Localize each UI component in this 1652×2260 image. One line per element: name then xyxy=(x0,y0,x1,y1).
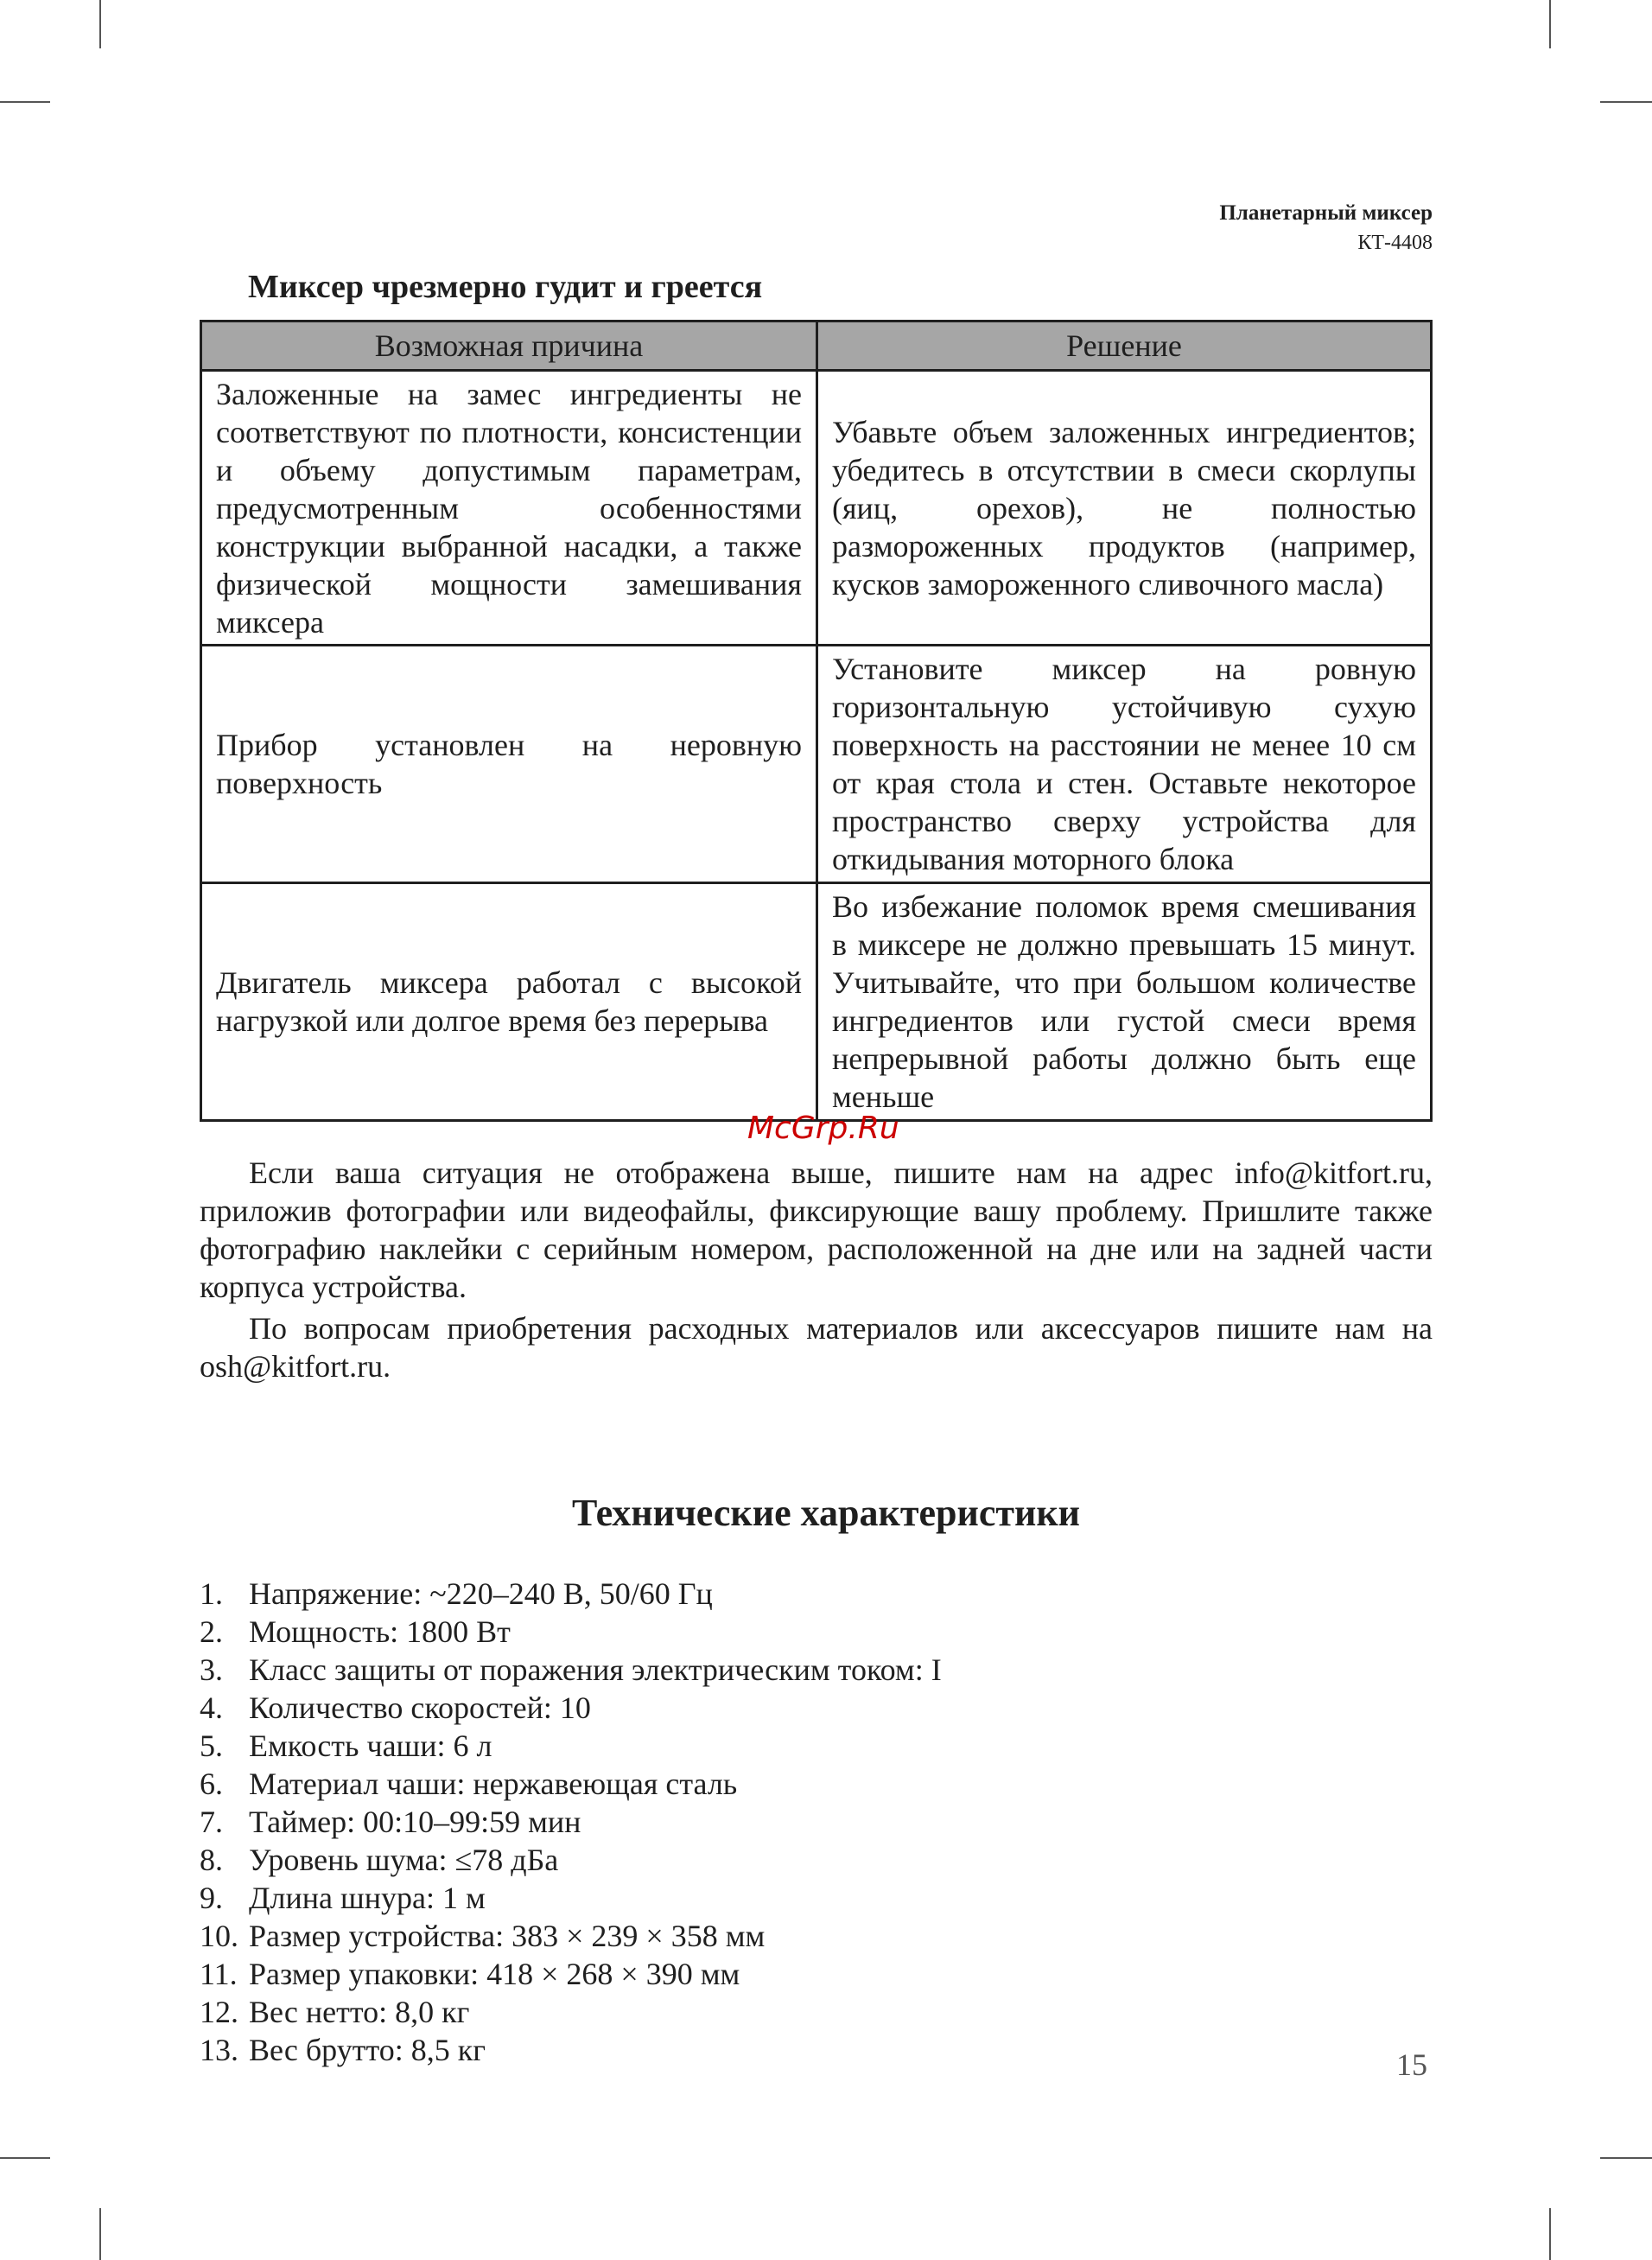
list-item: 1. Напряжение: ~220–240 В, 50/60 Гц xyxy=(200,1576,713,1611)
list-item: 4. Количество скоростей: 10 xyxy=(200,1690,591,1725)
table-row xyxy=(201,883,1432,1121)
cause-cell: Двигатель миксера работал с высокой нагрузкой или долгое время без перерыва xyxy=(201,883,817,1121)
watermark: McGrp.Ru xyxy=(747,1111,899,1146)
page-header xyxy=(1219,199,1433,258)
list-item: 11. Размер упаковки: 418 × 268 × 390 мм xyxy=(200,1957,740,1991)
cause-cell: Прибор установлен на неровную поверхность xyxy=(201,646,817,883)
column-header-cause: Возможная причина xyxy=(201,321,817,371)
table-row xyxy=(201,646,1432,883)
crop-mark xyxy=(0,101,50,103)
product-name: Планетарный миксер xyxy=(1219,201,1433,225)
crop-mark xyxy=(1600,2157,1652,2159)
crop-mark xyxy=(1549,2208,1551,2260)
accessories-paragraph: По вопросам приобретения расходных материалов или аксессуаров пишите нам на osh@kitfort.ru. xyxy=(200,1311,1433,1384)
table-row xyxy=(201,371,1432,646)
table-header-row xyxy=(201,321,1432,371)
crop-mark xyxy=(99,2208,101,2260)
section-title: Миксер чрезмерно гудит и греется xyxy=(248,269,763,305)
list-item: 6. Материал чаши: нержавеющая сталь xyxy=(200,1767,738,1801)
list-item: 13. Вес брутто: 8,5 кг xyxy=(200,2033,486,2067)
list-item: 12. Вес нетто: 8,0 кг xyxy=(200,1995,470,2029)
solution-cell: Во избежание поломок время смешивания в миксере не должно превышать 15 минут. Учитывайте, что при большом количестве ингредиентов или густой смеси время непрерывной работы должно быть еще меньше xyxy=(817,883,1432,1121)
list-item: 3. Класс защиты от поражения электрическим током: I xyxy=(200,1652,942,1687)
contact-paragraph: Если ваша ситуация не отображена выше, пишите нам на адрес info@kitfort.ru, приложив фотографии или видеофайлы, фиксирующие вашу проблему. Пришлите также фотографию наклейки с серийным номером, расположенной на дне или на задней части корпуса устройства. xyxy=(200,1155,1433,1304)
list-item: 2. Мощность: 1800 Вт xyxy=(200,1614,511,1649)
list-item: 9. Длина шнура: 1 м xyxy=(200,1881,486,1915)
page-number: 15 xyxy=(1396,2047,1427,2082)
crop-mark xyxy=(1600,101,1652,103)
solution-cell: Убавьте объем заложенных ингредиентов; убедитесь в отсутствии в смеси скорлупы (яиц, орехов), не полностью размороженных продуктов (например, кусков замороженного сливочного масла) xyxy=(817,371,1432,646)
list-item: 10. Размер устройства: 383 × 239 × 358 мм xyxy=(200,1919,766,1953)
solution-cell: Установите миксер на ровную горизонтальную устойчивую сухую поверхность на расстоянии не менее 10 см от края стола и стен. Оставьте некоторое пространство сверху устройства для откидывания моторного блока xyxy=(817,646,1432,883)
crop-mark xyxy=(1549,0,1551,48)
troubleshooting-table xyxy=(200,320,1433,1122)
specs-list xyxy=(200,1575,942,2069)
list-item: 5. Емкость чаши: 6 л xyxy=(200,1728,492,1763)
list-item: 7. Таймер: 00:10–99:59 мин xyxy=(200,1805,581,1839)
column-header-solution: Решение xyxy=(817,321,1432,371)
cause-cell: Заложенные на замес ингредиенты не соответствуют по плотности, консистенции и объему допустимым параметрам, предусмотренным особенностями конструкции выбранной насадки, а также физической мощности замешивания миксера xyxy=(201,371,817,646)
model-number: КТ-4408 xyxy=(1357,232,1433,254)
list-item: 8. Уровень шума: ≤78 дБа xyxy=(200,1843,559,1877)
specs-title: Технические характеристики xyxy=(571,1492,1081,1534)
crop-mark xyxy=(0,2157,50,2159)
crop-mark xyxy=(99,0,101,48)
